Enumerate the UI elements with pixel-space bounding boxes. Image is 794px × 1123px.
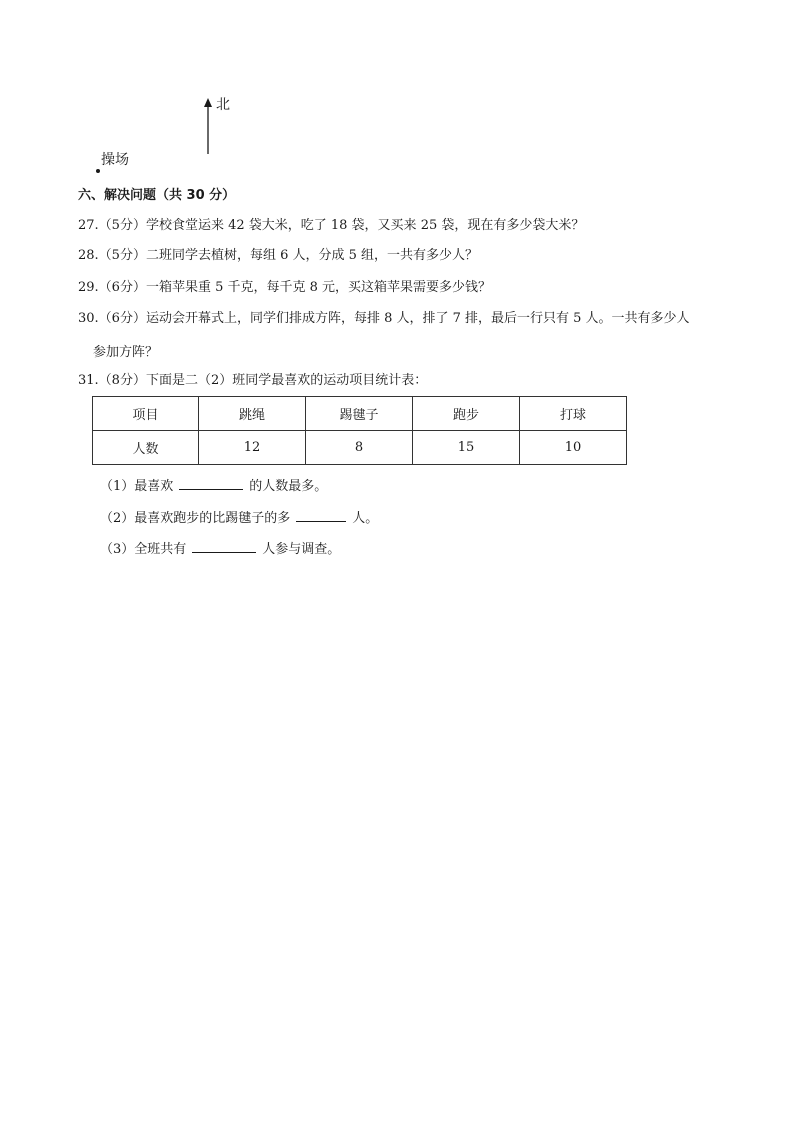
table-cell: 12 <box>199 431 306 465</box>
table-cell: 10 <box>520 431 627 465</box>
playground-label: 操场 <box>101 152 129 168</box>
answer-blank-1[interactable] <box>179 477 243 490</box>
table-cell: 打球 <box>520 397 627 431</box>
subquestion-1-after: 的人数最多。 <box>249 479 328 494</box>
subquestion-3 <box>100 538 340 557</box>
subquestion-3-before: （3）全班共有 <box>100 542 187 557</box>
table-cell: 15 <box>413 431 520 465</box>
subquestion-2 <box>100 507 378 526</box>
playground-dot-icon <box>96 169 100 173</box>
table-cell: 踢毽子 <box>306 397 413 431</box>
answer-blank-2[interactable] <box>296 509 346 522</box>
subquestion-1 <box>100 475 327 494</box>
subquestion-1-before: （1）最喜欢 <box>100 479 174 494</box>
question-29: 29.（6分）一箱苹果重 5 千克，每千克 8 元，买这箱苹果需要多少钱？ <box>78 280 492 295</box>
question-28: 28.（5分）二班同学去植树，每组 6 人，分成 5 组，一共有多少人？ <box>78 248 479 263</box>
north-label: 北 <box>216 97 230 113</box>
subquestion-2-before: （2）最喜欢跑步的比踢毽子的多 <box>100 511 291 526</box>
question-30: 30.（6分）运动会开幕式上，同学们排成方阵，每排 8 人，排了 7 排，最后一行只有 5 人。一共有多少人 <box>78 311 690 326</box>
question-31: 31.（8分）下面是二（2）班同学最喜欢的运动项目统计表： <box>78 373 428 388</box>
subquestion-2-after: 人。 <box>352 511 379 526</box>
answer-blank-3[interactable] <box>192 540 256 553</box>
subquestion-3-after: 人参与调查。 <box>262 542 341 557</box>
table-cell: 项目 <box>93 397 199 431</box>
table-cell: 人数 <box>93 431 199 465</box>
section-title: 六、解决问题（共 30 分） <box>78 188 236 203</box>
table-cell: 跑步 <box>413 397 520 431</box>
table-cell: 8 <box>306 431 413 465</box>
table-cell: 跳绳 <box>199 397 306 431</box>
question-30-continuation: 参加方阵？ <box>93 345 159 360</box>
table-row <box>93 431 627 465</box>
question-27: 27.（5分）学校食堂运来 42 袋大米，吃了 18 袋，又买来 25 袋，现在有多少袋大米？ <box>78 218 585 233</box>
north-arrow-icon <box>200 98 216 156</box>
table-header-row <box>93 397 627 431</box>
sports-stats-table <box>92 396 627 465</box>
